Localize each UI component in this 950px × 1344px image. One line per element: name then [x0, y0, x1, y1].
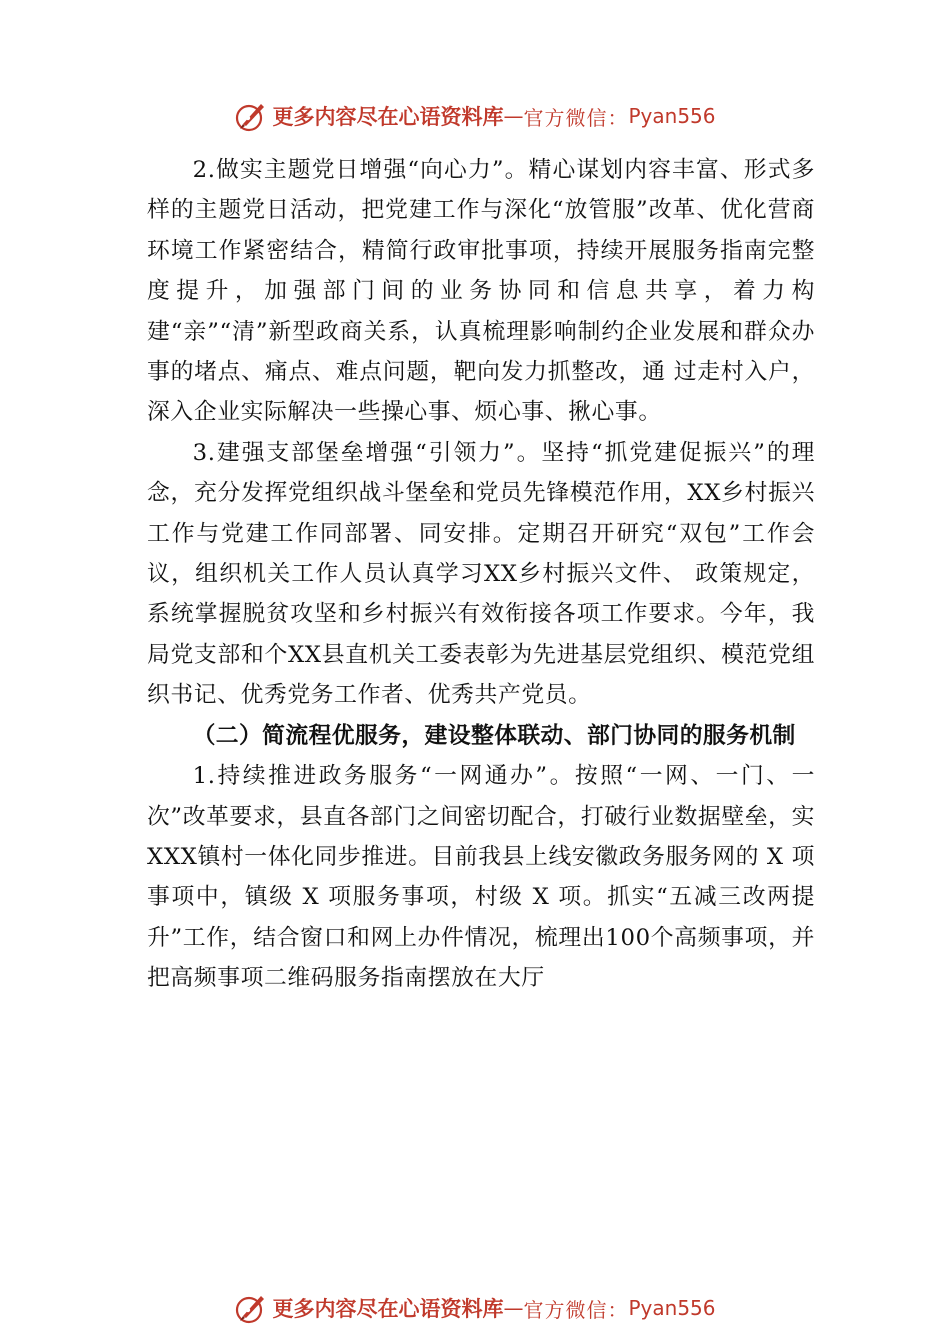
- watermark-wechat-id: Pyan556: [628, 1296, 716, 1320]
- paragraph-one-network-service: 1.持续推进政务服务“一网通办”。按照“一网、一门、一次”改革要求，县直各部门之间密切配合，打破行业数据壁垒，实XXX镇村一体化同步推进。目前我县上线安徽政务服务网的 X 项事项中，镇级 X 项服务事项，村级 X 项。抓实“五减三改两提升”工作，结合窗口和网上办件情况，梳理出100个高频事项，并把高频事项二维码服务指南摆放在大厅: [147, 763, 815, 992]
- watermark-brand: 更多内容尽在心语资料库: [272, 104, 504, 129]
- watermark-wechat-id: Pyan556: [628, 104, 716, 128]
- watermark-official-label: 官方微信：: [523, 105, 629, 130]
- watermark-brand: 更多内容尽在心语资料库: [272, 1296, 504, 1321]
- quill-logo-icon: [234, 1291, 268, 1325]
- quill-logo-icon: [234, 99, 268, 133]
- document-body: [147, 150, 815, 999]
- section-heading-simplify-process: （二）简流程优服务，建设整体联动、部门协同的服务机制: [192, 722, 796, 749]
- paragraph-theme-party-day: 2.做实主题党日增强“向心力”。精心谋划内容丰富、形式多样的主题党日活动，把党建工作与深化“放管服”改革、优化营商环境工作紧密结合，精简行政审批事项，持续开展服务指南完整度提升，加强部门间的业务协同和信息共享，着力构建“亲”“清”新型政商关系，认真梳理影响制约企业发展和群众办事的堵点、痛点、难点问题，靶向发力抓整改，通 过走村入户，深入企业实际解决一些操心事、烦心事、揪心事。: [147, 157, 815, 426]
- watermark-dash: —: [503, 104, 524, 128]
- footer-watermark: [0, 1290, 950, 1326]
- paragraph-branch-fortress: 3.建强支部堡垒增强“引领力”。坚持“抓党建促振兴”的理念，充分发挥党组织战斗堡垒和党员先锋模范作用，XX乡村振兴工作与党建工作同部署、同安排。定期召开研究“双包”工作会议，组织机关工作人员认真学习XX乡村振兴文件、 政策规定，系统掌握脱贫攻坚和乡村振兴有效衔接各项工作要求。今年，我局党支部和个XX县直机关工委表彰为先进基层党组织、模范党组织书记、优秀党务工作者、优秀共产党员。: [147, 439, 815, 709]
- header-watermark: [0, 98, 950, 134]
- watermark-dash: —: [503, 1296, 524, 1320]
- watermark-official-label: 官方微信：: [523, 1297, 629, 1322]
